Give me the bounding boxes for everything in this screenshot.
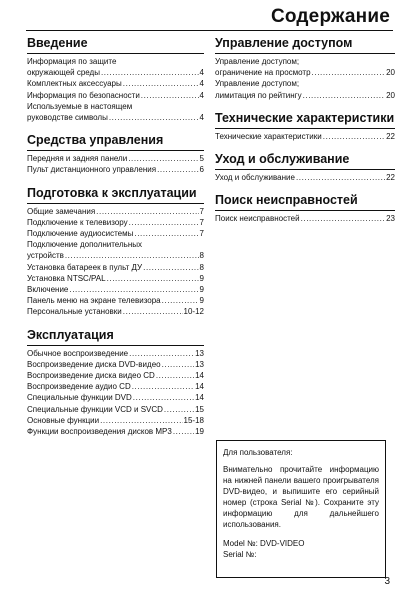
toc-entry-row xyxy=(27,359,204,370)
toc-entry-title: Воспроизведение аудио CD xyxy=(27,382,131,392)
toc-page-number: 10-12 xyxy=(183,307,204,317)
toc-entry[interactable] xyxy=(27,426,204,437)
toc-entry-title: Уход и обслуживание xyxy=(215,173,295,183)
dot-leader xyxy=(133,392,194,403)
serial-number: Serial №: xyxy=(223,550,257,559)
toc-entry[interactable] xyxy=(27,217,204,228)
toc-entry-row xyxy=(215,213,395,224)
toc-page-number: 22 xyxy=(386,131,395,141)
toc-left-column xyxy=(27,36,204,447)
toc-page-number: 8 xyxy=(199,251,204,261)
dot-leader xyxy=(156,370,194,381)
toc-page-number: 7 xyxy=(199,229,204,239)
toc-page-number: 20 xyxy=(386,90,395,100)
toc-section xyxy=(215,152,395,183)
section-heading: Уход и обслуживание xyxy=(215,152,395,170)
toc-entry-row xyxy=(27,426,204,437)
toc-page-number: 15 xyxy=(195,404,204,414)
toc-entry[interactable] xyxy=(27,370,204,381)
toc-page-number: 4 xyxy=(199,113,204,123)
dot-leader xyxy=(101,67,199,78)
toc-entry-row xyxy=(27,164,204,175)
toc-entry-row xyxy=(27,381,204,392)
toc-entry-row xyxy=(27,415,204,426)
toc-entry-row xyxy=(27,206,204,217)
toc-section xyxy=(215,111,395,142)
toc-entry[interactable] xyxy=(27,392,204,403)
toc-page-number: 9 xyxy=(199,273,204,283)
toc-entry-title: Информация по безопасности xyxy=(27,90,140,100)
toc-entry-row xyxy=(27,228,204,239)
toc-page-number: 19 xyxy=(195,427,204,437)
toc-entry[interactable] xyxy=(27,348,204,359)
toc-entry-line: Используемые в настоящем xyxy=(27,101,133,111)
toc-right-column xyxy=(215,36,395,234)
toc-entry[interactable] xyxy=(215,56,395,78)
toc-entry-row xyxy=(27,250,204,261)
toc-page-number: 20 xyxy=(386,68,395,78)
toc-entry[interactable] xyxy=(27,415,204,426)
dot-leader xyxy=(69,284,198,295)
toc-entry-row xyxy=(27,78,204,89)
toc-entry-row xyxy=(27,295,204,306)
toc-entry-title: Специальные функции DVD xyxy=(27,393,132,403)
toc-entry[interactable] xyxy=(27,101,204,123)
toc-page-number: 14 xyxy=(195,371,204,381)
toc-entry-line: Управление доступом; xyxy=(215,79,300,89)
toc-page-number: 9 xyxy=(199,296,204,306)
toc-entry-title: Комплектных аксессуары xyxy=(27,79,122,89)
page-number: 3 xyxy=(384,576,390,587)
toc-page-number: 9 xyxy=(199,285,204,295)
toc-entry[interactable] xyxy=(27,284,204,295)
toc-entry-title: окружающей среды xyxy=(27,68,100,78)
dot-leader xyxy=(301,213,386,224)
toc-entry-row xyxy=(27,67,204,78)
toc-section xyxy=(27,328,204,438)
dot-leader xyxy=(129,348,194,359)
toc-page-number: 13 xyxy=(195,359,204,369)
toc-entry-row xyxy=(27,404,204,415)
toc-page-number: 6 xyxy=(199,165,204,175)
toc-entry[interactable] xyxy=(27,404,204,415)
toc-page-number: 13 xyxy=(195,348,204,358)
dot-leader xyxy=(162,295,199,306)
toc-entry-row xyxy=(215,67,395,78)
toc-entry-title: Обычное воспроизведение xyxy=(27,348,129,358)
toc-section xyxy=(27,133,204,175)
dot-leader xyxy=(323,131,385,142)
toc-page-number: 4 xyxy=(199,90,204,100)
toc-entry-title: руководстве символы xyxy=(27,113,108,123)
toc-section xyxy=(27,36,204,123)
toc-entry-title: Передняя и задняя панели xyxy=(27,154,128,164)
toc-section xyxy=(27,186,204,318)
dot-leader xyxy=(123,306,183,317)
toc-entry-row xyxy=(27,370,204,381)
toc-entry[interactable] xyxy=(27,273,204,284)
toc-entry[interactable] xyxy=(215,213,395,224)
dot-leader xyxy=(173,426,194,437)
toc-entry-title: Пульт дистанционного управления xyxy=(27,165,157,175)
section-heading: Технические характеристики xyxy=(215,111,395,129)
toc-entry[interactable] xyxy=(27,306,204,317)
toc-page-number: 4 xyxy=(199,79,204,89)
toc-entry-row xyxy=(27,284,204,295)
notice-title: Для пользователя: xyxy=(223,448,293,457)
dot-leader xyxy=(312,67,386,78)
toc-entry-title: Поиск неисправностей xyxy=(215,214,300,224)
toc-entry[interactable] xyxy=(27,78,204,89)
toc-entry[interactable] xyxy=(27,381,204,392)
toc-section xyxy=(215,36,395,101)
model-number: Model №: DVD-VIDEO xyxy=(223,539,305,548)
toc-entry-row xyxy=(27,262,204,273)
toc-entry-title: Установка батареек в пульт ДУ xyxy=(27,262,143,272)
toc-page-number: 22 xyxy=(386,173,395,183)
section-heading: Управление доступом xyxy=(215,36,395,54)
dot-leader xyxy=(157,164,198,175)
toc-page-number: 7 xyxy=(199,217,204,227)
dot-leader xyxy=(143,262,198,273)
toc-entry[interactable] xyxy=(27,153,204,164)
toc-entry-title: Персональные установки xyxy=(27,307,122,317)
toc-entry-row xyxy=(27,392,204,403)
toc-entry-row xyxy=(27,348,204,359)
notice-body: Внимательно прочитайте информацию на нижней панели вашего проигрывателя DVD-видео, и выпишите его серийный номер (строка Serial №). Сохраните эту информацию для дальнейшего использования. xyxy=(223,465,379,529)
dot-leader xyxy=(141,90,199,101)
toc-page-number: 15-18 xyxy=(183,415,204,425)
toc-page-number: 4 xyxy=(199,68,204,78)
user-notice-box xyxy=(216,440,386,578)
toc-entry-title: Общие замечания xyxy=(27,206,96,216)
toc-entry[interactable] xyxy=(27,56,204,78)
toc-page-number: 7 xyxy=(199,206,204,216)
dot-leader xyxy=(162,359,195,370)
dot-leader xyxy=(123,78,199,89)
dot-leader xyxy=(164,404,194,415)
dot-leader xyxy=(96,206,198,217)
toc-entry[interactable] xyxy=(27,262,204,273)
dot-leader xyxy=(100,415,182,426)
toc-entry[interactable] xyxy=(27,206,204,217)
toc-page-number: 14 xyxy=(195,393,204,403)
page-title: Содержание xyxy=(270,6,390,27)
toc-entry-row xyxy=(27,90,204,101)
toc-page-number: 14 xyxy=(195,382,204,392)
toc-entry-title: Воспроизведение диска DVD-видео xyxy=(27,359,161,369)
toc-entry-line: Информация по защите xyxy=(27,57,117,66)
dot-leader xyxy=(132,381,194,392)
toc-entry-title: Технические характеристики xyxy=(215,131,322,141)
toc-entry[interactable] xyxy=(215,172,395,183)
toc-section xyxy=(215,193,395,224)
toc-entry-title: Подключение аудиосистемы xyxy=(27,229,134,239)
section-heading: Поиск неисправностей xyxy=(215,193,395,211)
toc-entry[interactable] xyxy=(27,90,204,101)
section-heading: Подготовка к эксплуатации xyxy=(27,186,204,204)
dot-leader xyxy=(303,90,386,101)
title-rule xyxy=(26,30,393,31)
toc-entry-row xyxy=(27,112,204,123)
toc-entry-title: Установка NTSC/PAL xyxy=(27,273,106,283)
dot-leader xyxy=(134,228,198,239)
toc-entry[interactable] xyxy=(215,131,395,142)
dot-leader xyxy=(129,217,199,228)
toc-entry[interactable] xyxy=(27,239,204,261)
toc-entry-title: лимитация по рейтингу xyxy=(215,90,302,100)
toc-entry[interactable] xyxy=(27,228,204,239)
toc-entry-title: Специальные функции VCD и SVCD xyxy=(27,404,163,414)
dot-leader xyxy=(296,172,385,183)
toc-entry-line: Управление доступом; xyxy=(215,57,300,66)
toc-entry-title: устройств xyxy=(27,251,64,261)
toc-entry-title: Основные функции xyxy=(27,415,100,425)
toc-page-number: 23 xyxy=(386,214,395,224)
toc-entry-row xyxy=(27,273,204,284)
section-heading: Введение xyxy=(27,36,204,54)
toc-entry-row xyxy=(27,153,204,164)
toc-entry[interactable] xyxy=(215,78,395,100)
toc-entry-row xyxy=(215,172,395,183)
section-heading: Средства управления xyxy=(27,133,204,151)
toc-entry-row xyxy=(215,90,395,101)
toc-entry-line: Подключение дополнительных xyxy=(27,240,142,250)
dot-leader xyxy=(65,250,199,261)
toc-page-number: 5 xyxy=(199,154,204,164)
toc-entry-title: ограничение на просмотр xyxy=(215,68,311,78)
section-heading: Эксплуатация xyxy=(27,328,204,346)
toc-entry[interactable] xyxy=(27,295,204,306)
toc-entry-title: Функции воспроизведения дисков MP3 xyxy=(27,427,172,437)
dot-leader xyxy=(107,273,199,284)
dot-leader xyxy=(109,112,199,123)
toc-entry-row xyxy=(215,131,395,142)
toc-entry-row xyxy=(27,217,204,228)
toc-page-number: 8 xyxy=(199,262,204,272)
toc-entry-row xyxy=(27,306,204,317)
toc-entry-title: Подключение к телевизору xyxy=(27,217,128,227)
dot-leader xyxy=(128,153,198,164)
toc-entry-title: Включение xyxy=(27,285,69,295)
toc-entry-title: Панель меню на экране телевизора xyxy=(27,296,161,306)
toc-entry-title: Воспроизведение диска видео CD xyxy=(27,371,155,381)
toc-entry[interactable] xyxy=(27,359,204,370)
toc-entry[interactable] xyxy=(27,164,204,175)
